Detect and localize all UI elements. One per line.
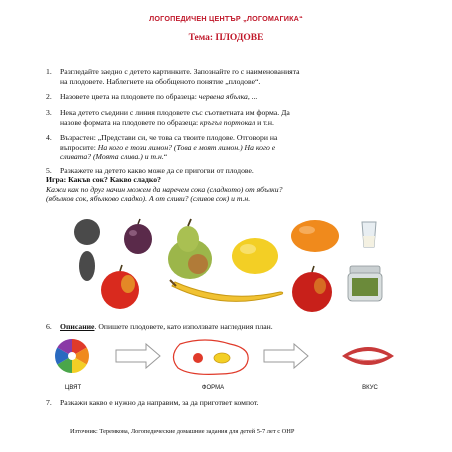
shape-outline-icon: [173, 340, 248, 374]
task-text-line: Нека детето съедини с линия плодовете със съответната им форма. Да: [60, 108, 290, 117]
description-plan-diagram: [50, 336, 420, 382]
page-title: Тема: ПЛОДОВЕ: [188, 33, 264, 43]
task-example: кръгъл портокал: [200, 117, 256, 127]
task-text: назове формата на плодовете по образеца:: [60, 117, 201, 127]
task-number: 5.: [46, 166, 52, 175]
circle-shape: [74, 219, 100, 245]
task-text: и т.н.: [255, 117, 274, 127]
mouth-icon: [342, 347, 394, 365]
plan-label-color: ЦВЯТ: [64, 385, 82, 391]
jam-jar-image: [348, 266, 382, 301]
task-number: 4.: [46, 133, 52, 142]
task-example: На кого е този лимон? (Това е моят лимон.) На кого е: [97, 142, 276, 152]
task-text-line: на плодовете. Наблегнете на обобщеното понятие „плодове“.: [60, 76, 261, 86]
fruits-illustration: [60, 214, 400, 318]
task-item-3: [46, 108, 446, 128]
task-text: Назовете цвета на плодовете по образеца:: [60, 92, 199, 101]
task-item-7: [46, 398, 446, 408]
task-example: червена ябълка, ...: [198, 92, 258, 101]
banana-image: [170, 280, 283, 301]
task-text: “: [163, 152, 168, 162]
orange-image: [291, 220, 339, 252]
color-wheel-icon: [55, 339, 89, 373]
apple-image: [101, 265, 139, 309]
task-text: . Опишете плодовете, като използвате нагледния план.: [94, 322, 273, 331]
juice-glass-image: [362, 222, 376, 247]
task-text-line: Разгледайте заедно с детето картинките. Запознайте го с наименованията: [60, 67, 300, 76]
task-number: 6.: [46, 322, 52, 331]
oval-shape: [79, 251, 95, 281]
task-text-line: Разкажете на детето какво може да се пригогви от плодове.: [60, 166, 254, 175]
source-footer: Източник: Теремкова, Логопедические домашние задания для детей 5-7 лет с ОНР: [70, 428, 295, 435]
pear-image: [168, 219, 212, 279]
center-header: ЛОГОПЕДИЧЕН ЦЕНТЪР „ЛОГОМАГИКА“: [149, 14, 303, 23]
task-number: 7.: [46, 398, 52, 407]
task-item-4: [46, 133, 446, 163]
task-text: въпросите:: [60, 142, 98, 152]
task-bold-word: Описание: [60, 322, 95, 331]
task-item-6: [46, 322, 446, 332]
game-block: [46, 175, 446, 205]
game-title: Игра: Какъв сок? Какво сладко?: [46, 175, 161, 184]
lemon-image: [232, 238, 278, 274]
game-text-line: Кажи как по друг начин можем да наречем сока (сладкото) от ябълки?: [46, 184, 283, 194]
task-number: 1.: [46, 67, 52, 76]
task-number: 2.: [46, 92, 52, 101]
task-example: сливата? (Моята слива.) и т.н.: [60, 152, 164, 162]
plan-label-taste: ВКУС: [362, 385, 378, 391]
game-text-line: (ябълков сок, ябълково сладко). А от сливи? (сливов сок) и т.н.: [46, 194, 251, 204]
task-text-line: Възрастен: „Представи си, че това са твоите плодове. Отговори на: [60, 133, 278, 142]
arrow-right-icon: [264, 344, 308, 368]
task-number: 3.: [46, 108, 52, 117]
task-item-1: [46, 67, 446, 87]
apple-image: [292, 266, 332, 312]
plan-label-shape: ФОРМА: [201, 385, 225, 391]
task-text: Разкажи какво е нужно да направим, за да пригответ компот.: [60, 398, 259, 407]
task-item-2: [46, 92, 446, 102]
plum-image: [124, 219, 152, 254]
arrow-right-icon: [116, 344, 160, 368]
